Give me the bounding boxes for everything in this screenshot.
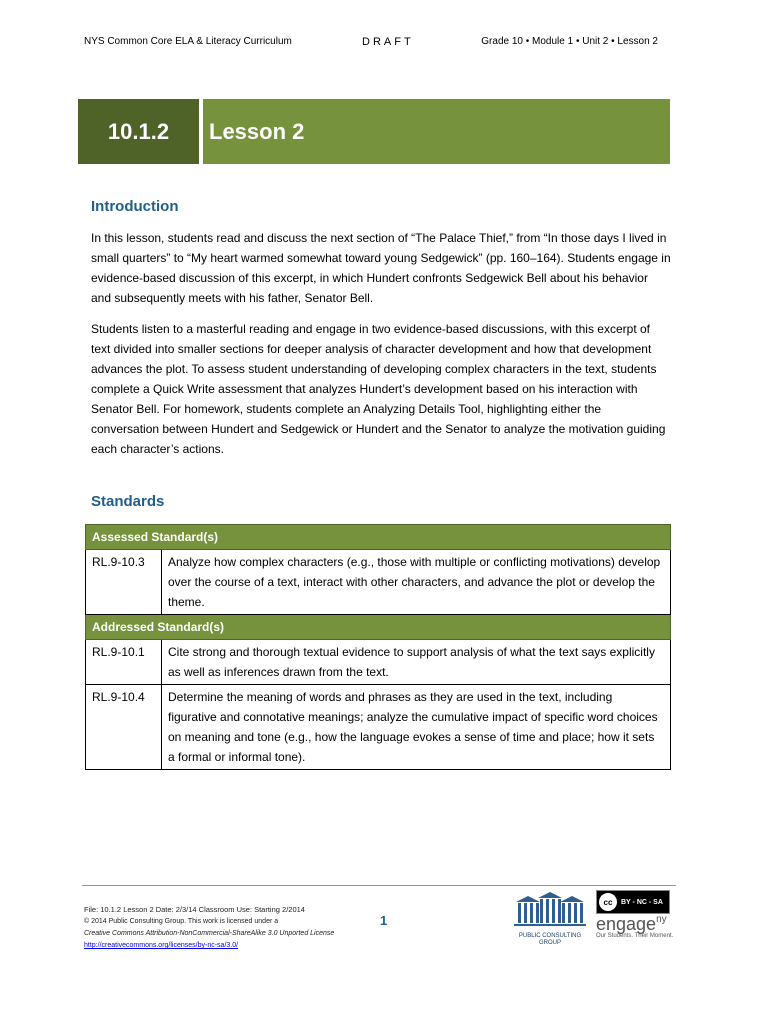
table-row	[86, 550, 671, 615]
table-row	[86, 685, 671, 770]
footer-file-line: File: 10.1.2 Lesson 2 Date: 2/3/14 Classroom Use: Starting 2/2014	[84, 905, 305, 914]
page-header	[84, 36, 658, 52]
engage-tagline: Our Students. Their Moment.	[596, 933, 674, 939]
header-draft: DRAFT	[362, 36, 414, 48]
lesson-banner	[78, 99, 670, 164]
pcg-logo	[510, 890, 590, 950]
standard-code: RL.9-10.1	[86, 640, 162, 685]
pcg-caption-1: PUBLIC CONSULTING	[518, 933, 582, 939]
assessed-standards-label: Assessed Standard(s)	[86, 525, 671, 550]
engage-word: engage	[596, 914, 657, 934]
standard-text: Cite strong and thorough textual evidence to support analysis of what the text says explicitly as well as inferences drawn from the text.	[162, 640, 671, 685]
standard-code: RL.9-10.3	[86, 550, 162, 615]
introduction-paragraph-2: Students listen to a masterful reading and engage in two evidence-based discussions, with this excerpt of text divided into smaller sections for deeper analysis of character development and how that development advances the plot. To assess student understanding of developing complex characters in the text, students complete a Quick Write assessment that analyzes Hundert’s development based on his interaction with Senator Bell. For homework, students complete an Analyzing Details Tool, highlighting either the conversation between Hundert and Sedgewick or Hundert and the Senator to analyze the motivation guiding each character’s actions.	[91, 322, 666, 456]
footer-license: Creative Commons Attribution-NonCommercial-ShareAlike 3.0 Unported License	[84, 930, 335, 937]
pcg-caption-2: GROUP	[538, 940, 561, 946]
lesson-number: 10.1.2	[78, 99, 199, 164]
introduction-paragraph-1: In this lesson, students read and discuss the next section of “The Palace Thief,” from “In those days I lived in small quarters” to “My heart warmed somewhat toward young Sedgewick” (pp. 160–164). Students engage in evidence-based discussion of this excerpt, in which Hundert confronts Sedgewick Bell about his behavior and subsequently meets with his father, Senator Bell.	[91, 231, 671, 305]
footer-copyright: © 2014 Public Consulting Group. This work is licensed under a	[84, 918, 279, 925]
table-row	[86, 640, 671, 685]
header-grade-info: Grade 10 • Module 1 • Unit 2 • Lesson 2	[481, 36, 658, 47]
cc-license-label: BY - NC - SA	[621, 898, 663, 906]
introduction-heading: Introduction	[91, 198, 179, 215]
page-number: 1	[380, 913, 388, 928]
addressed-header-row	[86, 615, 671, 640]
footer-info	[84, 904, 384, 952]
lesson-title: Lesson 2	[203, 99, 670, 164]
assessed-header-row	[86, 525, 671, 550]
license-link[interactable]: http://creativecommons.org/licenses/by-nc-sa/3.0/	[84, 942, 239, 949]
cc-icon: cc	[599, 893, 617, 911]
standards-table	[85, 524, 671, 770]
standard-code: RL.9-10.4	[86, 685, 162, 770]
standards-heading: Standards	[91, 493, 165, 510]
engage-sup: ny	[656, 914, 667, 925]
addressed-standards-label: Addressed Standard(s)	[86, 615, 671, 640]
footer-divider	[82, 885, 676, 886]
creative-commons-badge	[596, 890, 670, 914]
standard-text: Analyze how complex characters (e.g., those with multiple or conflicting motivations) develop over the course of a text, interact with other characters, and advance the plot or develop the theme.	[162, 550, 671, 615]
header-curriculum: NYS Common Core ELA & Literacy Curriculum	[84, 36, 292, 47]
pcg-columns-icon	[510, 890, 590, 928]
engageny-logo	[596, 914, 678, 939]
standard-text: Determine the meaning of words and phrases as they are used in the text, including figurative and connotative meanings; analyze the cumulative impact of specific word choices on meaning and tone (e.g., how the language evokes a sense of time and place; how it sets a formal or informal tone).	[162, 685, 671, 770]
